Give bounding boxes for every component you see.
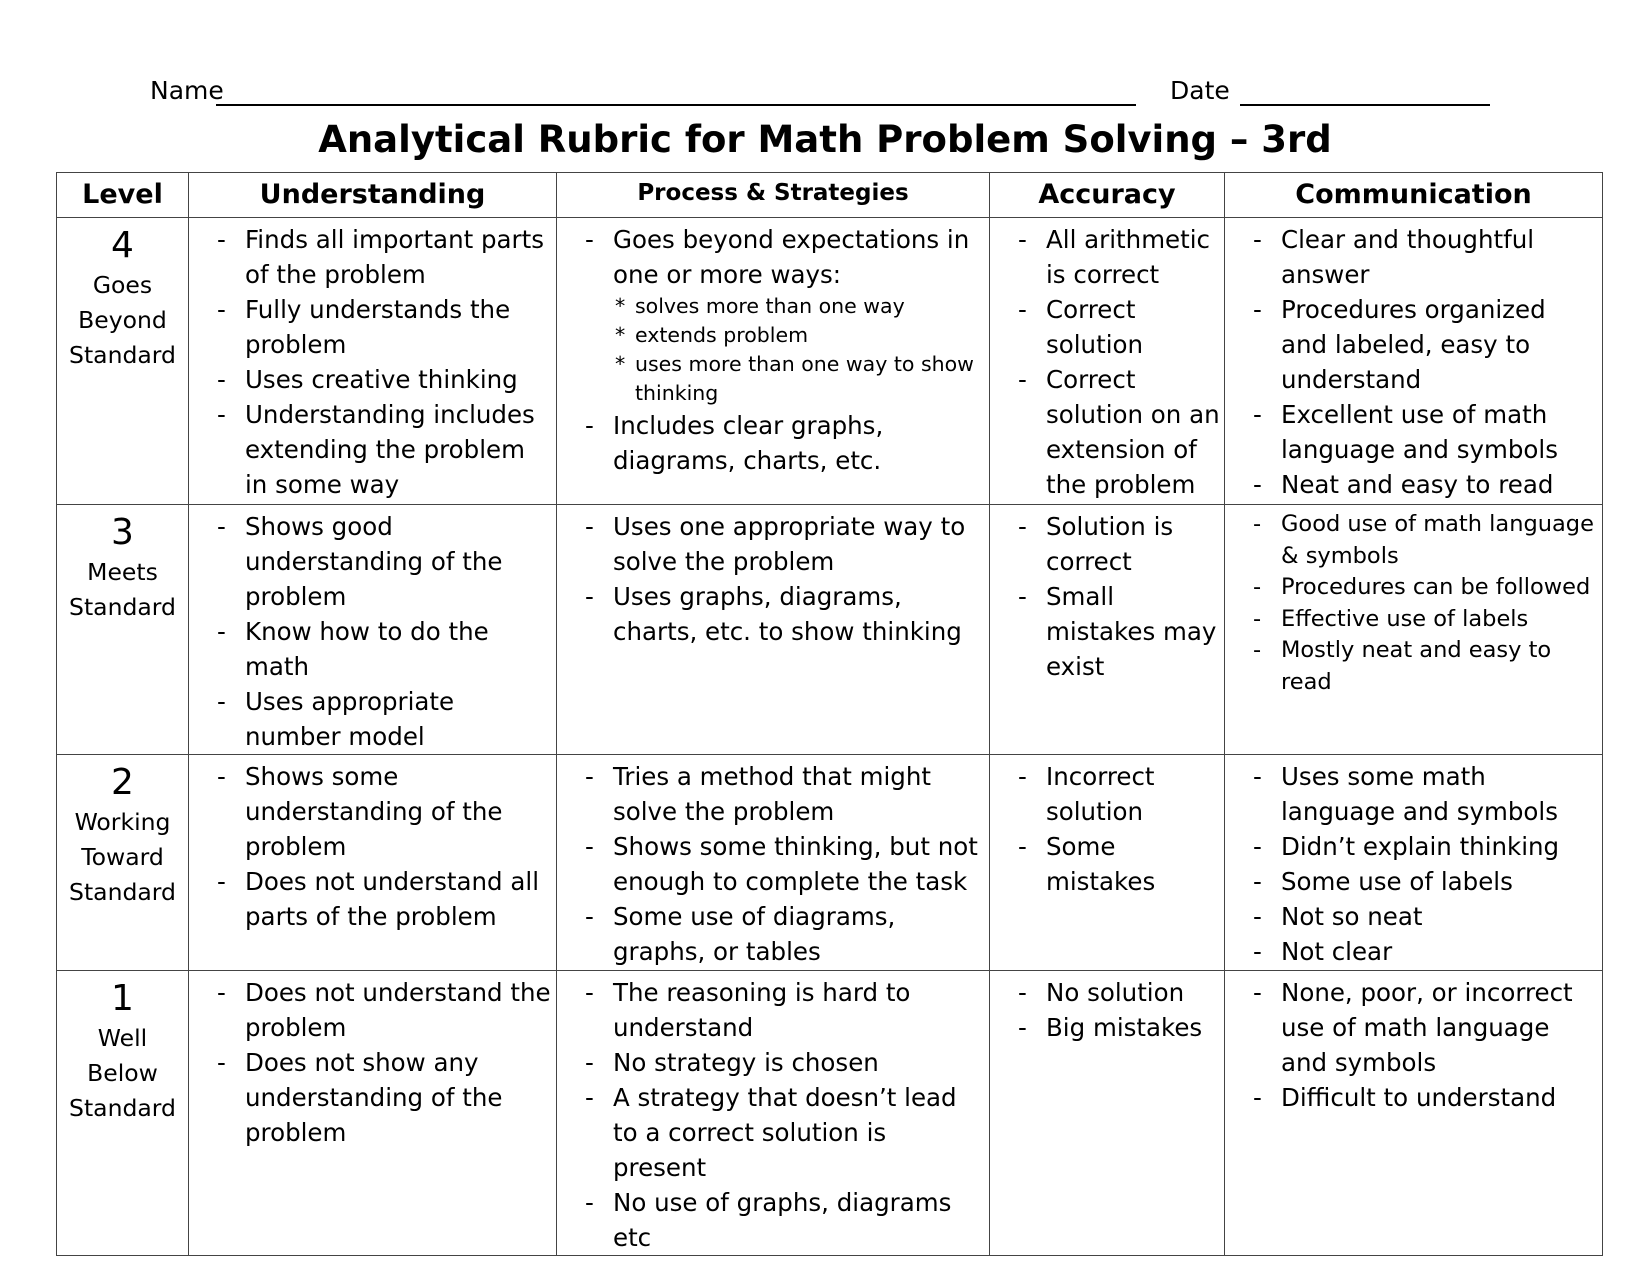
- sub-list-item: * solves more than one way: [615, 292, 985, 321]
- date-field-line[interactable]: [1240, 104, 1490, 106]
- list-item: - Does not understand the problem: [245, 975, 552, 1045]
- level-label: Well: [97, 1024, 148, 1052]
- page-title: Analytical Rubric for Math Problem Solving – 3rd: [318, 118, 1332, 161]
- list-item: - Does not understand all parts of the problem: [245, 864, 552, 934]
- level-label: Goes: [92, 271, 153, 299]
- understanding-cell: [189, 218, 557, 505]
- list-item: - Correct solution: [1046, 292, 1220, 362]
- list-item: - Shows some understanding of the problem: [245, 759, 552, 864]
- list-item: - Finds all important parts of the problem: [245, 222, 552, 292]
- list-item: - Fully understands the problem: [245, 292, 552, 362]
- col-header-process: Process & Strategies: [557, 173, 990, 218]
- list-item: - Difficult to understand: [1281, 1080, 1598, 1115]
- process-cell: [557, 971, 990, 1256]
- level-label: Meets: [87, 558, 158, 586]
- list-item: - A strategy that doesn’t lead to a correct solution is present: [613, 1080, 985, 1185]
- list-item: - No strategy is chosen: [613, 1045, 985, 1080]
- table-row: [57, 755, 1603, 971]
- process-cell: [557, 755, 990, 971]
- level-cell: [57, 971, 189, 1256]
- list-item: - Not clear: [1281, 934, 1598, 969]
- list-item: - Tries a method that might solve the problem: [613, 759, 985, 829]
- name-label: Name: [150, 76, 224, 105]
- list-item: - Neat and easy to read: [1281, 467, 1598, 502]
- level-label: Working: [74, 808, 171, 836]
- level-label: Below: [87, 1059, 158, 1087]
- date-label: Date: [1170, 76, 1230, 105]
- list-item: - None, poor, or incorrect use of math language and symbols: [1281, 975, 1598, 1080]
- list-item: - Effective use of labels: [1281, 604, 1598, 636]
- list-item: - Some mistakes: [1046, 829, 1220, 899]
- name-date-bar: [150, 76, 1490, 110]
- list-item: - Procedures organized and labeled, easy to understand: [1281, 292, 1598, 397]
- list-item: - Incorrect solution: [1046, 759, 1220, 829]
- understanding-cell: [189, 755, 557, 971]
- list-item: - Didn’t explain thinking: [1281, 829, 1598, 864]
- sub-list-item: * uses more than one way to show thinking: [615, 350, 985, 408]
- sub-list-item: * extends problem: [615, 321, 985, 350]
- col-header-level: Level: [57, 173, 189, 218]
- list-item: - Solution is correct: [1046, 509, 1220, 579]
- accuracy-cell: [990, 971, 1225, 1256]
- table-row: [57, 218, 1603, 505]
- level-number: 3: [111, 512, 134, 553]
- communication-cell: [1225, 755, 1603, 971]
- understanding-cell: [189, 505, 557, 755]
- accuracy-cell: [990, 505, 1225, 755]
- communication-cell: [1225, 218, 1603, 505]
- list-item: - Uses graphs, diagrams, charts, etc. to show thinking: [613, 579, 985, 649]
- list-item: - Excellent use of math language and symbols: [1281, 397, 1598, 467]
- list-item: - Understanding includes extending the problem in some way: [245, 397, 552, 502]
- list-item: - Uses creative thinking: [245, 362, 552, 397]
- accuracy-cell: [990, 218, 1225, 505]
- level-cell: [57, 755, 189, 971]
- level-label: Toward: [81, 843, 164, 871]
- level-number: 4: [111, 225, 134, 266]
- rubric-table: [56, 172, 1603, 1256]
- name-field-line[interactable]: [216, 104, 1136, 106]
- level-label: Standard: [69, 878, 176, 906]
- list-item: - The reasoning is hard to understand: [613, 975, 985, 1045]
- list-item: - Shows some thinking, but not enough to complete the task: [613, 829, 985, 899]
- header-row: [57, 173, 1603, 218]
- list-item: - All arithmetic is correct: [1046, 222, 1220, 292]
- list-item: - No use of graphs, diagrams etc: [613, 1185, 985, 1255]
- level-label: Standard: [69, 593, 176, 621]
- level-number: 2: [111, 762, 134, 803]
- level-cell: [57, 218, 189, 505]
- list-item: - Good use of math language & symbols: [1281, 509, 1598, 572]
- list-item: - No solution: [1046, 975, 1220, 1010]
- level-label: Standard: [69, 1094, 176, 1122]
- list-item: - Correct solution on an extension of the problem: [1046, 362, 1220, 502]
- table-row: [57, 971, 1603, 1256]
- list-item: [613, 222, 985, 408]
- list-item: - Does not show any understanding of the problem: [245, 1045, 552, 1150]
- list-item: - Shows good understanding of the problem: [245, 509, 552, 614]
- list-item: - Procedures can be followed: [1281, 572, 1598, 604]
- communication-cell: [1225, 505, 1603, 755]
- accuracy-cell: [990, 755, 1225, 971]
- process-cell: [557, 218, 990, 505]
- list-item: - Mostly neat and easy to read: [1281, 635, 1598, 698]
- level-number: 1: [111, 978, 134, 1019]
- list-item: - Uses one appropriate way to solve the problem: [613, 509, 985, 579]
- communication-cell: [1225, 971, 1603, 1256]
- list-item: - Some use of labels: [1281, 864, 1598, 899]
- table-row: [57, 505, 1603, 755]
- list-item: - Includes clear graphs, diagrams, charts, etc.: [613, 408, 985, 478]
- list-item: - Not so neat: [1281, 899, 1598, 934]
- list-item-text: Goes beyond expectations in one or more ways:: [613, 225, 970, 289]
- col-header-communication: Communication: [1225, 173, 1603, 218]
- list-item: - Big mistakes: [1046, 1010, 1220, 1045]
- list-item: - Some use of diagrams, graphs, or tables: [613, 899, 985, 969]
- list-item: - Small mistakes may exist: [1046, 579, 1220, 684]
- list-item: - Uses appropriate number model: [245, 684, 552, 754]
- list-item: - Clear and thoughtful answer: [1281, 222, 1598, 292]
- understanding-cell: [189, 971, 557, 1256]
- col-header-understanding: Understanding: [189, 173, 557, 218]
- list-item: - Know how to do the math: [245, 614, 552, 684]
- list-item: - Uses some math language and symbols: [1281, 759, 1598, 829]
- level-label: Standard: [69, 341, 176, 369]
- level-label: Beyond: [78, 306, 167, 334]
- col-header-accuracy: Accuracy: [990, 173, 1225, 218]
- level-cell: [57, 505, 189, 755]
- process-cell: [557, 505, 990, 755]
